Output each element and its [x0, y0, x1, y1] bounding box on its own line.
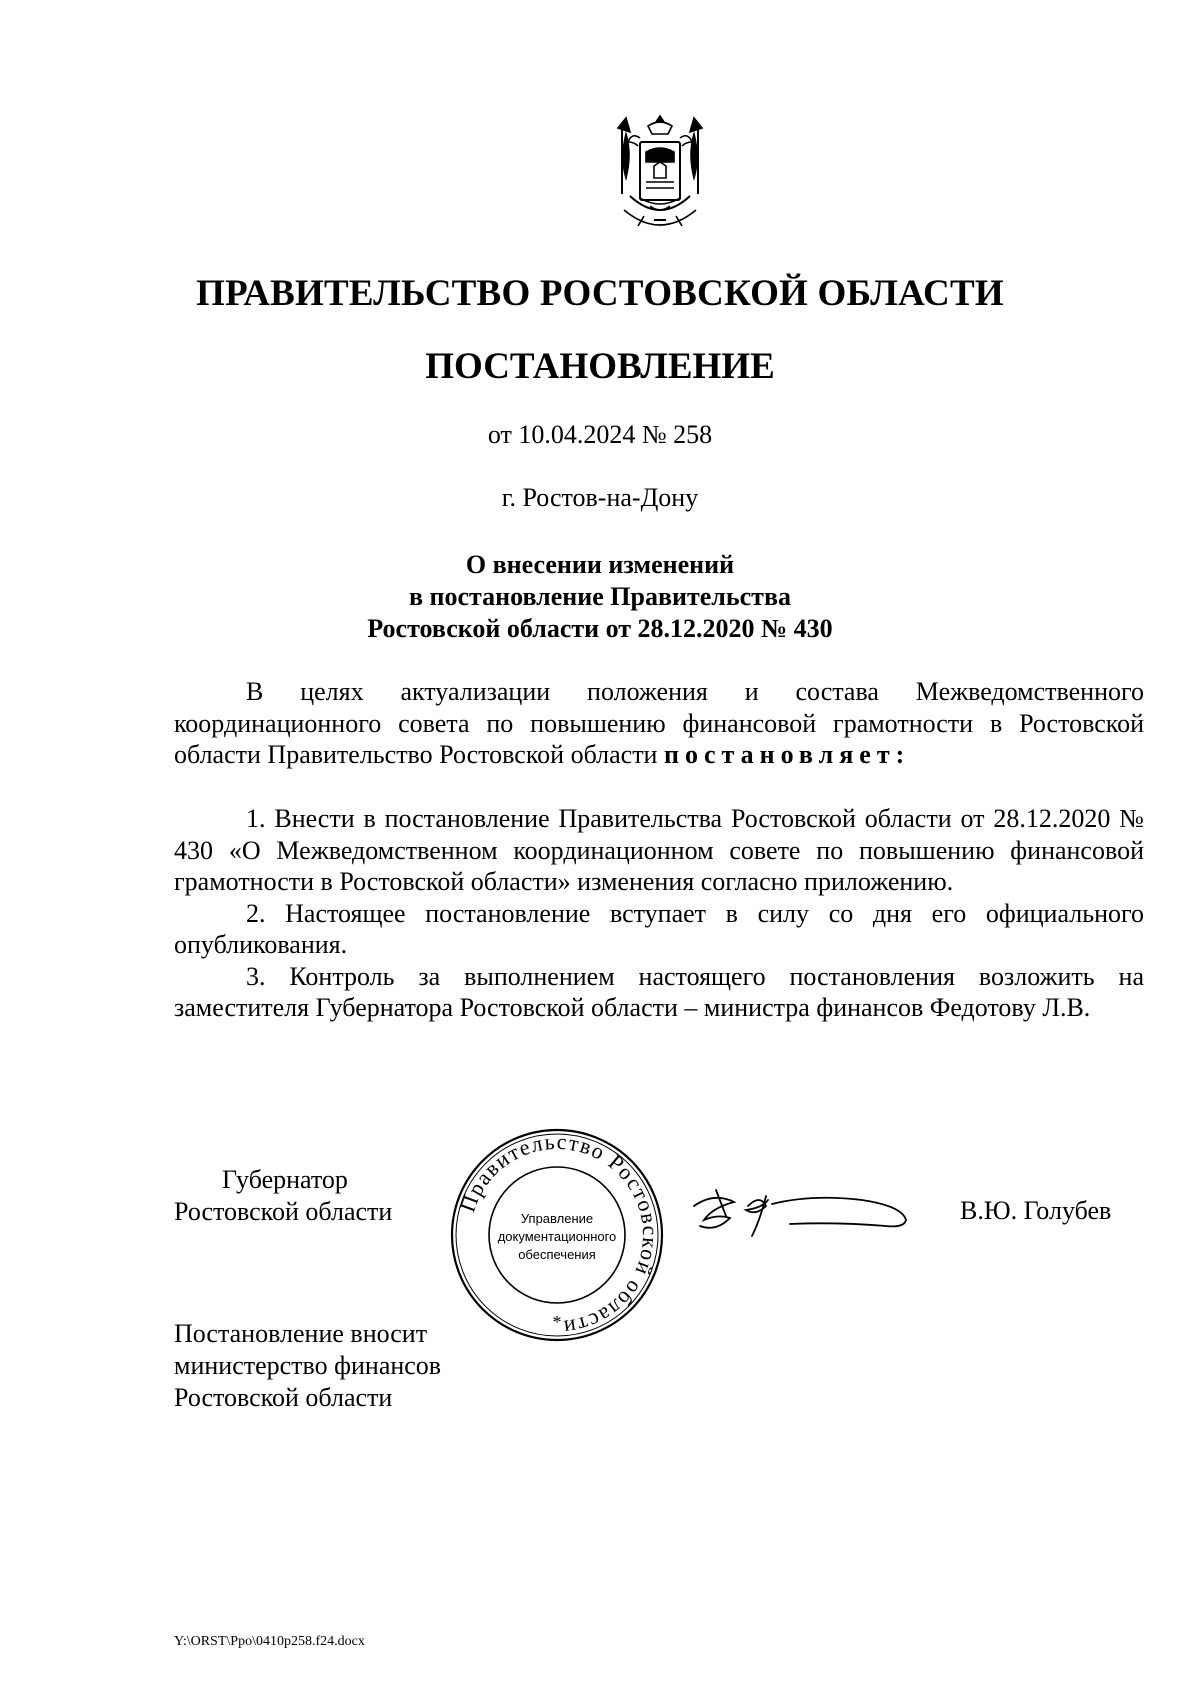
coat-of-arms-icon [610, 112, 710, 230]
signatory-position [174, 1164, 392, 1228]
seal-star: * [552, 1312, 562, 1332]
decree-items [174, 803, 1144, 1024]
official-seal [448, 1126, 666, 1344]
submitted-by-line: Постановление вносит [174, 1319, 428, 1348]
handwritten-signature [686, 1176, 926, 1246]
seal-inner-line: обеспечения [518, 1247, 596, 1262]
document-city: г. Ростов-на-Дону [501, 483, 699, 512]
subject-line: О внесении изменений [465, 550, 735, 579]
signatory-position-line: Губернатор [222, 1165, 348, 1194]
seal-inner-line: документационного [497, 1229, 617, 1244]
subject-line: Ростовской области от 28.12.2020 № 430 [367, 614, 833, 643]
organization-title: ПРАВИТЕЛЬСТВО РОСТОВСКОЙ ОБЛАСТИ [196, 273, 1004, 314]
seal-outer-text: Правительство Ростовской области [454, 1128, 664, 1341]
decree-item: 3. Контроль за выполнением настоящего постановления возложить на заместителя Губернатора Ростовской области – министра финансов Федотову Л.В. [174, 961, 1144, 1022]
decree-item: 2. Настоящее постановление вступает в силу со дня его официального опубликования. [174, 898, 1144, 959]
submitted-by-line: Ростовской области [174, 1383, 393, 1412]
submitted-by-line: министерство финансов [174, 1351, 442, 1380]
file-path-footer: Y:\ORST\Ppo\0410p258.f24.docx [174, 1634, 365, 1649]
signatory-name: В.Ю. Голубев [960, 1196, 1112, 1225]
decree-item: 1. Внести в постановление Правительства Ростовской области от 28.12.2020 № 430 «О Межведомственном координационном совете по повышению финансовой грамотности в Ростовской области» изменения согласно приложению. [174, 804, 1144, 896]
signatory-position-line: Ростовской области [174, 1197, 393, 1226]
subject-line: в постановление Правительства [408, 582, 791, 611]
document-type-title: ПОСТАНОВЛЕНИЕ [425, 346, 775, 387]
submitted-by [174, 1318, 441, 1414]
preamble-text: В целях актуализации положения и состава Межведомственного координационного совета по повышению финансовой грамотности в Ростовской области Правительство Ростовской области [174, 677, 1144, 769]
seal-inner-line: Управление [520, 1211, 594, 1226]
preamble-block [174, 676, 1144, 771]
document-number-date: от 10.04.2024 № 258 [487, 420, 713, 449]
resolves-word: постановляет: [663, 740, 911, 769]
preamble-paragraph [174, 676, 1144, 771]
document-subject [0, 549, 1200, 645]
